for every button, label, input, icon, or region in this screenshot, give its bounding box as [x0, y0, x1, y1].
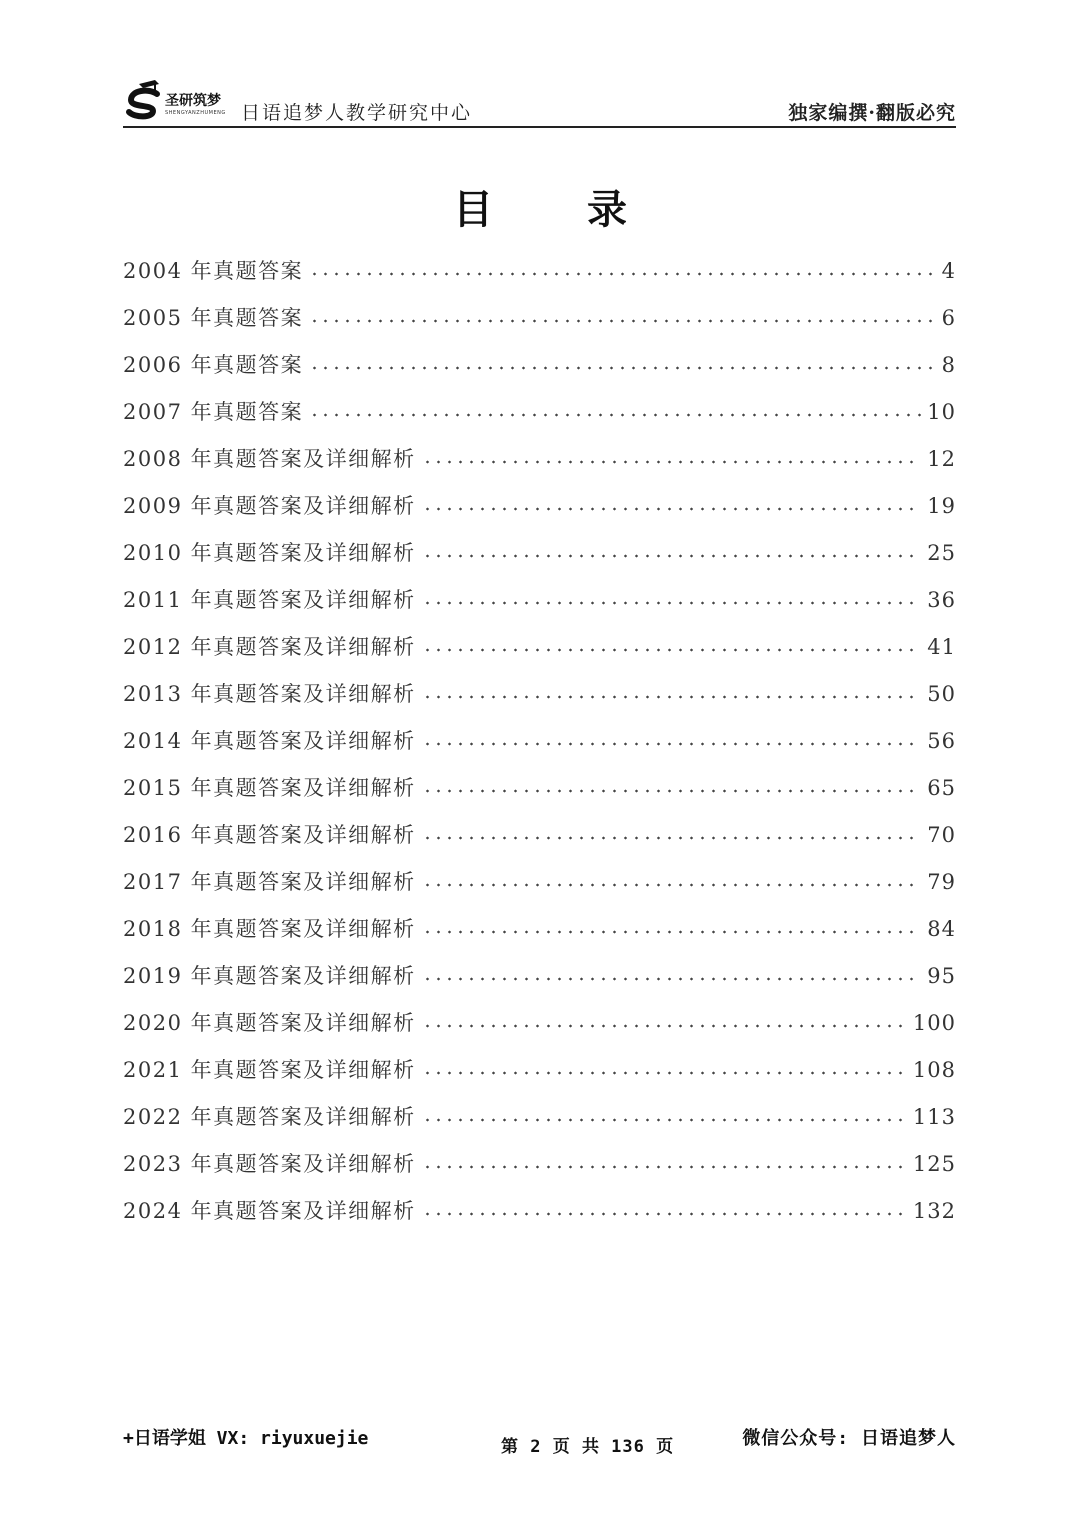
- header-right-text: 独家编撰·翻版必究: [788, 102, 956, 124]
- toc-entry[interactable]: [123, 631, 956, 678]
- toc-entry-label: 2011 年真题答案及详细解析: [123, 588, 416, 612]
- toc-entry-label: 2009 年真题答案及详细解析: [123, 494, 416, 518]
- toc-leader-dots: [422, 554, 922, 558]
- toc-entry[interactable]: [123, 1195, 956, 1242]
- toc-entry-page: 113: [912, 1105, 956, 1129]
- toc-entry[interactable]: [123, 584, 956, 631]
- toc-entry-label: 2024 年真题答案及详细解析: [123, 1199, 416, 1223]
- toc-entry[interactable]: [123, 1007, 956, 1054]
- toc-entry[interactable]: [123, 819, 956, 866]
- toc-entry-label: 2018 年真题答案及详细解析: [123, 917, 416, 941]
- toc-entry-label: 2016 年真题答案及详细解析: [123, 823, 416, 847]
- toc-entry[interactable]: [123, 960, 956, 1007]
- toc-entry-label: 2010 年真题答案及详细解析: [123, 541, 416, 565]
- toc-leader-dots: [309, 272, 936, 276]
- page-header: [123, 70, 956, 128]
- toc-entry-page: 36: [927, 588, 956, 612]
- toc-entry-page: 25: [927, 541, 956, 565]
- toc-entry-label: 2013 年真题答案及详细解析: [123, 682, 416, 706]
- toc-entry-label: 2012 年真题答案及详细解析: [123, 635, 416, 659]
- toc-leader-dots: [422, 460, 922, 464]
- toc-entry[interactable]: [123, 396, 956, 443]
- toc-entry-page: 100: [912, 1011, 956, 1035]
- toc-entry[interactable]: [123, 1148, 956, 1195]
- toc-entry-page: 125: [912, 1152, 956, 1176]
- toc-leader-dots: [422, 1212, 907, 1216]
- toc-leader-dots: [422, 836, 922, 840]
- toc-leader-dots: [422, 742, 922, 746]
- toc-entry[interactable]: [123, 1054, 956, 1101]
- footer-wechat: 微信公众号: 日语追梦人: [742, 1428, 956, 1449]
- logo-subtext: SHENGYANZHUMENG: [165, 110, 226, 116]
- toc-entry-label: 2006 年真题答案: [123, 353, 304, 377]
- footer-contact: +日语学姐 VX: riyuxuejie: [123, 1428, 369, 1449]
- toc-leader-dots: [309, 366, 936, 370]
- brand-logo: [125, 78, 233, 122]
- toc-entry-page: 70: [927, 823, 956, 847]
- toc-entry-label: 2005 年真题答案: [123, 306, 304, 330]
- toc-entry-label: 2008 年真题答案及详细解析: [123, 447, 416, 471]
- toc-entry-page: 50: [927, 682, 956, 706]
- toc-entry-label: 2021 年真题答案及详细解析: [123, 1058, 416, 1082]
- page-footer: [123, 1420, 956, 1457]
- toc-leader-dots: [309, 319, 936, 323]
- toc-leader-dots: [422, 648, 922, 652]
- toc-leader-dots: [422, 601, 922, 605]
- toc-entry-page: 6: [941, 306, 956, 330]
- toc-entry-label: 2023 年真题答案及详细解析: [123, 1152, 416, 1176]
- toc-entry[interactable]: [123, 443, 956, 490]
- toc-entry[interactable]: [123, 866, 956, 913]
- toc-leader-dots: [422, 789, 922, 793]
- toc-entry-page: 79: [927, 870, 956, 894]
- toc-entry[interactable]: [123, 725, 956, 772]
- toc-entry-page: 132: [912, 1199, 956, 1223]
- toc-entry[interactable]: [123, 490, 956, 537]
- toc-leader-dots: [422, 1118, 907, 1122]
- toc-leader-dots: [422, 1071, 907, 1075]
- toc-entry-label: 2019 年真题答案及详细解析: [123, 964, 416, 988]
- toc-entry[interactable]: [123, 302, 956, 349]
- toc-entry-page: 41: [927, 635, 956, 659]
- toc-entry-label: 2004 年真题答案: [123, 259, 304, 283]
- toc-entry-page: 10: [927, 400, 956, 424]
- toc-leader-dots: [422, 1165, 907, 1169]
- toc-leader-dots: [309, 413, 921, 417]
- toc-entry[interactable]: [123, 255, 956, 302]
- toc-entry[interactable]: [123, 678, 956, 725]
- toc-entry[interactable]: [123, 537, 956, 584]
- toc-entry[interactable]: [123, 913, 956, 960]
- toc-entry-page: 4: [941, 259, 956, 283]
- toc-entry-page: 108: [912, 1058, 956, 1082]
- toc-list: [123, 255, 956, 1242]
- toc-entry-page: 12: [927, 447, 956, 471]
- footer-page-number: 第 2 页 共 136 页: [501, 1437, 675, 1457]
- toc-entry-page: 84: [927, 917, 956, 941]
- toc-entry-page: 95: [927, 964, 956, 988]
- toc-leader-dots: [422, 695, 922, 699]
- toc-leader-dots: [422, 930, 922, 934]
- toc-entry[interactable]: [123, 1101, 956, 1148]
- toc-leader-dots: [422, 1024, 907, 1028]
- logo-text: 圣研筑梦: [165, 93, 221, 109]
- toc-leader-dots: [422, 977, 922, 981]
- toc-entry[interactable]: [123, 772, 956, 819]
- toc-entry-label: 2020 年真题答案及详细解析: [123, 1011, 416, 1035]
- page-title: 目 录: [453, 187, 667, 233]
- toc-entry-page: 56: [927, 729, 956, 753]
- logo-mark-icon: [125, 78, 165, 122]
- toc-entry-page: 65: [927, 776, 956, 800]
- toc-entry-label: 2017 年真题答案及详细解析: [123, 870, 416, 894]
- toc-entry-label: 2015 年真题答案及详细解析: [123, 776, 416, 800]
- toc-leader-dots: [422, 507, 922, 511]
- header-center-text: 日语追梦人教学研究中心: [241, 102, 473, 124]
- toc-entry[interactable]: [123, 349, 956, 396]
- toc-leader-dots: [422, 883, 922, 887]
- toc-entry-label: 2007 年真题答案: [123, 400, 304, 424]
- toc-entry-label: 2022 年真题答案及详细解析: [123, 1105, 416, 1129]
- toc-entry-page: 19: [927, 494, 956, 518]
- toc-entry-page: 8: [941, 353, 956, 377]
- toc-entry-label: 2014 年真题答案及详细解析: [123, 729, 416, 753]
